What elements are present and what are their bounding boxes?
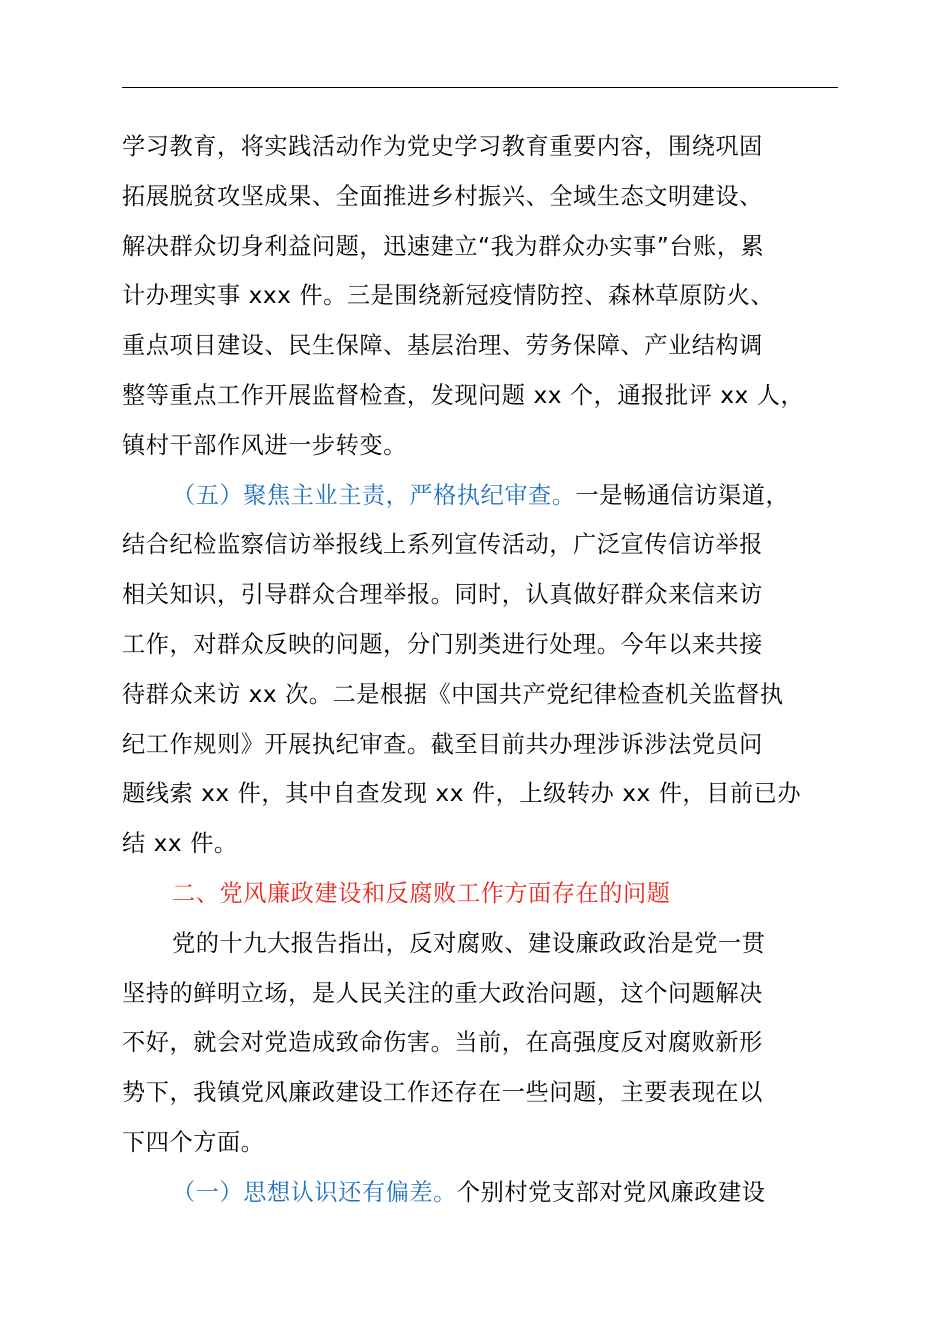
- body-line: 解决群众切身利益问题，迅速建立“我为群众办实事”台账，累: [122, 232, 765, 260]
- part-2-first-line: 党的十九大报告指出，反对腐败、建设廉政政治是党一贯: [172, 929, 766, 957]
- body-line: 学习教育，将实践活动作为党史学习教育重要内容，围绕巩固: [122, 133, 763, 160]
- section-5-first-line-text: 一是畅通信访渠道，: [575, 481, 790, 509]
- body-line: 拓展脱贫攻坚成果、全面推进乡村振兴、全域生态文明建设、: [122, 182, 763, 210]
- body-line: 镇村干部作风进一步转变。: [122, 431, 407, 459]
- section-5-heading: （五）聚焦主业主责，严格执纪审查。: [172, 481, 576, 509]
- body-line: 坚持的鲜明立场，是人民关注的重大政治问题，这个问题解决: [122, 979, 763, 1007]
- body-line: 纪工作规则》开展执纪审查。截至目前共办理涉诉涉法党员问: [122, 730, 763, 758]
- body-line: 工作，对群众反映的问题，分门别类进行处理。今年以来共接: [122, 630, 763, 658]
- subsection-1-first-line: [122, 1168, 860, 1218]
- body-line: 题线索 xx 件，其中自查发现 xx 件，上级转办 xx 件，目前已办: [122, 780, 802, 808]
- body-line: 势下，我镇党风廉政建设工作还存在一些问题，主要表现在以: [122, 1079, 763, 1107]
- document-body: [122, 122, 860, 1218]
- body-line: 计办理实事 xxx 件。三是围绕新冠疫情防控、森林草原防火、: [122, 282, 775, 310]
- section-5-first-line: [122, 471, 860, 521]
- body-line: 结合纪检监察信访举报线上系列宣传活动，广泛宣传信访举报: [122, 531, 763, 559]
- part-2-heading: 二、党风廉政建设和反腐败工作方面存在的问题: [172, 879, 671, 907]
- body-line: 重点项目建设、民生保障、基层治理、劳务保障、产业结构调: [122, 332, 763, 360]
- header-rule: [122, 87, 838, 88]
- body-line: 待群众来访 xx 次。二是根据《中国共产党纪律检查机关监督执: [122, 680, 784, 708]
- subsection-1-heading: （一）思想认识还有偏差。: [172, 1178, 457, 1206]
- body-line: 相关知识，引导群众合理举报。同时，认真做好群众来信来访: [122, 581, 763, 609]
- body-line: 不好，就会对党造成致命伤害。当前，在高强度反对腐败新形: [122, 1029, 763, 1057]
- subsection-1-first-line-text: 个别村党支部对党风廉政建设: [456, 1178, 766, 1206]
- body-line: 下四个方面。: [122, 1128, 265, 1156]
- body-line: 结 xx 件。: [122, 830, 238, 858]
- body-line: 整等重点工作开展监督检查，发现问题 xx 个，通报批评 xx 人，: [122, 381, 805, 409]
